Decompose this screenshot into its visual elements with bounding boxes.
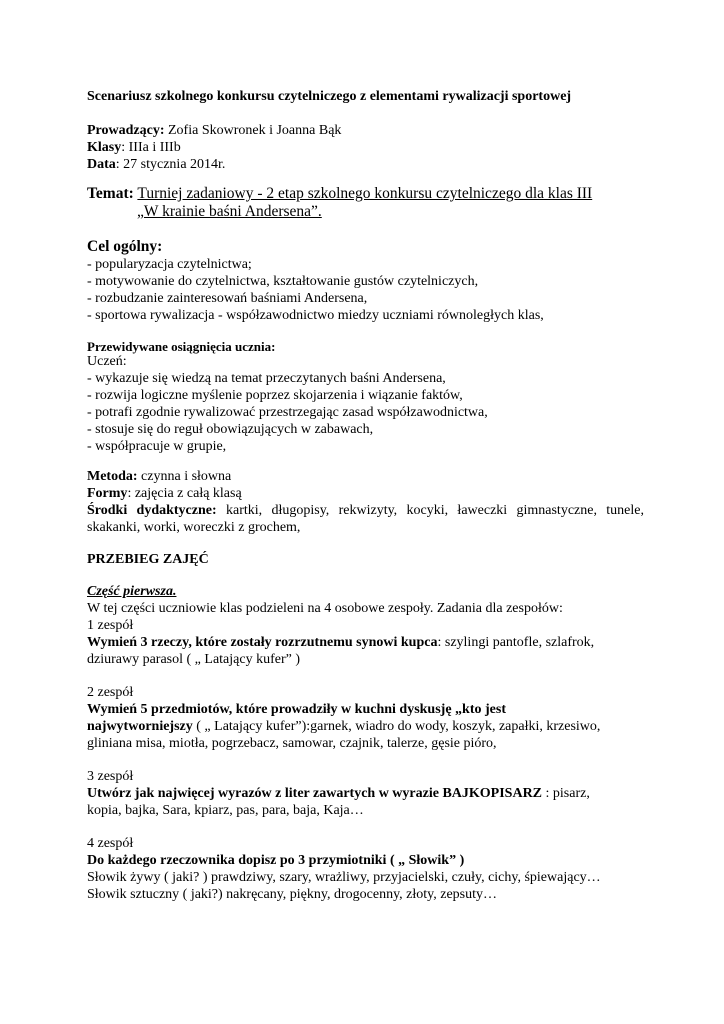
klasy-line <box>87 139 644 157</box>
data-line <box>87 156 644 174</box>
cel-item: - rozbudzanie zainteresowań baśniami Andersena, <box>87 291 368 306</box>
temat-line-2 <box>137 203 644 221</box>
osiagniecia-item: - współpracuje w grupie, <box>87 439 227 454</box>
metoda-value: czynna i słowna <box>137 469 232 484</box>
cel-heading: Cel ogólny: <box>87 238 163 255</box>
team-4-task-title: Do każdego rzeczownika dopisz po 3 przymiotniki ( „ Słowik” ) <box>87 853 465 868</box>
team-2-task-answer: ( „ Latający kufer”):garnek, wiadro do wody, koszyk, zapałki, krzesiwo, <box>192 719 601 734</box>
data-value: : 27 stycznia 2014r. <box>115 157 226 172</box>
osiagniecia-intro: Uczeń: <box>87 354 127 369</box>
team-3-task-title: Utwórz jak najwięcej wyrazów z liter zawartych w wyrazie BAJKOPISARZ <box>87 786 543 801</box>
team-1-task <box>87 634 644 652</box>
prowadzacy-label: Prowadzący: <box>87 123 165 138</box>
formy-line <box>87 485 644 503</box>
osiagniecia-item: - potrafi zgodnie rywalizować przestrzegając zasad współzawodnictwa, <box>87 405 488 420</box>
klasy-value: : IIIa i IIIb <box>121 140 181 155</box>
temat-text-1: Turniej zadaniowy - 2 etap szkolnego konkursu czytelniczego dla klas III <box>137 185 593 202</box>
srodki-label: Środki dydaktyczne: <box>87 503 217 518</box>
przebieg-heading: PRZEBIEG ZAJĘĆ <box>87 552 209 567</box>
metoda-label: Metoda: <box>87 469 138 484</box>
przebieg-intro: W tej części uczniowie klas podzieleni na 4 osobowe zespoły. Zadania dla zespołów: <box>87 601 563 616</box>
srodki-line-2: skakanki, worki, woreczki z grochem, <box>87 520 301 535</box>
team-4-answer-line: Słowik żywy ( jaki? ) prawdziwy, szary, wrażliwy, przyjacielski, czuły, cichy, śpiewający… <box>87 870 601 885</box>
team-4-label: 4 zespół <box>87 836 134 851</box>
formy-value: : zajęcia z całą klasą <box>127 486 242 501</box>
team-1-label: 1 zespół <box>87 618 134 633</box>
team-2-task <box>87 718 644 736</box>
team-2-task-title-end: najwytworniejszy <box>87 719 193 734</box>
cel-item: - sportowa rywalizacja - współzawodnictwo miedzy uczniami równoległych klas, <box>87 308 544 323</box>
team-1-task-answer: : szylingi pantofle, szlafrok, <box>437 635 595 650</box>
team-1-answer-line: dziurawy parasol ( „ Latający kufer” ) <box>87 652 300 667</box>
team-3-task-answer: : pisarz, <box>542 786 590 801</box>
cel-item: - popularyzacja czytelnictwa; <box>87 257 252 272</box>
prowadzacy-value: Zofia Skowronek i Joanna Bąk <box>164 123 342 138</box>
cel-item: - motywowanie do czytelnictwa, kształtowanie gustów czytelniczych, <box>87 274 479 289</box>
osiagniecia-item: - wykazuje się wiedzą na temat przeczytanych baśni Andersena, <box>87 371 446 386</box>
formy-label: Formy <box>87 486 128 501</box>
temat-line-1 <box>87 185 644 203</box>
osiagniecia-item: - rozwija logiczne myślenie poprzez skojarzenia i wiązanie faktów, <box>87 388 463 403</box>
document-title: Scenariusz szkolnego konkursu czytelniczego z elementami rywalizacji sportowej <box>87 89 572 104</box>
team-1-task-title: Wymień 3 rzeczy, które zostały rozrzutnemu synowi kupca <box>87 635 438 650</box>
team-4-answer-line: Słowik sztuczny ( jaki?) nakręcany, piękny, drogocenny, złoty, zepsuty… <box>87 887 498 902</box>
temat-label: Temat: <box>87 185 134 202</box>
team-2-task-title: Wymień 5 przedmiotów, które prowadziły w kuchni dyskusję „kto jest <box>87 702 506 717</box>
data-label: Data <box>87 157 116 172</box>
team-3-label: 3 zespół <box>87 769 134 784</box>
klasy-label: Klasy <box>87 140 122 155</box>
team-3-task <box>87 785 644 803</box>
team-2-answer-line: gliniana misa, miotła, pogrzebacz, samowar, czajnik, talerze, gęsie pióro, <box>87 736 497 751</box>
team-3-answer-line: kopia, bajka, Sara, kpiarz, pas, para, baja, Kaja… <box>87 803 364 818</box>
osiagniecia-heading: Przewidywane osiągnięcia ucznia: <box>87 339 276 354</box>
metoda-line <box>87 468 644 486</box>
srodki-line <box>87 502 644 520</box>
team-2-label: 2 zespół <box>87 685 134 700</box>
prowadzacy-line <box>87 122 644 140</box>
temat-text-2: „W krainie baśni Andersena”. <box>137 203 322 220</box>
osiagniecia-item: - stosuje się do reguł obowiązujących w zabawach, <box>87 422 374 437</box>
srodki-value: kartki, długopisy, rekwizyty, kocyki, ławeczki gimnastyczne, tunele, <box>216 503 644 518</box>
part-heading: Część pierwsza. <box>87 584 177 599</box>
